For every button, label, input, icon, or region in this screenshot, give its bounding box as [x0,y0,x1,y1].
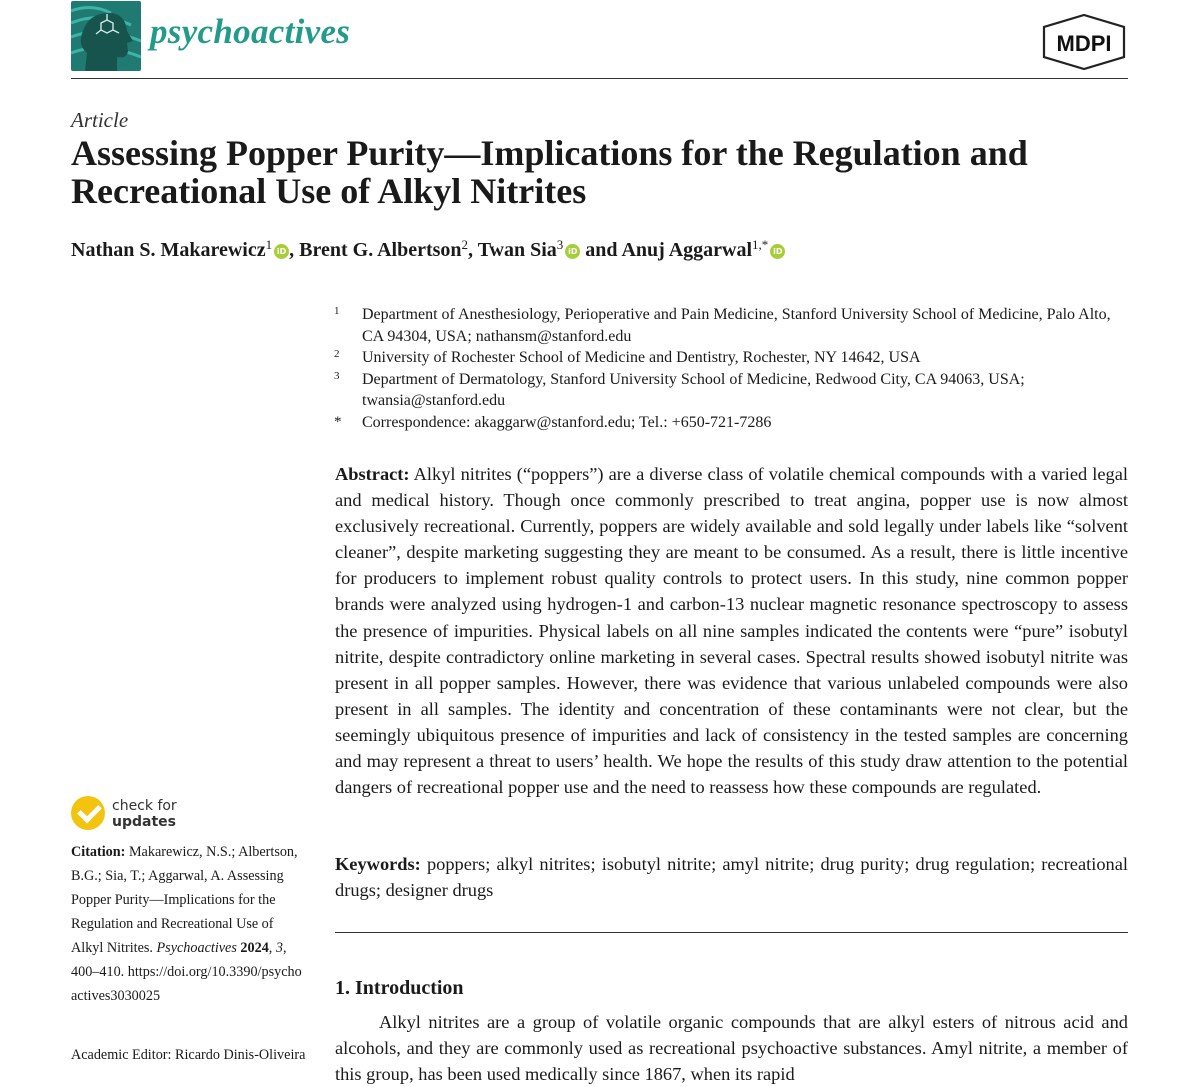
author-name: Brent G. Albertson [299,239,462,261]
citation-block: Citation: Makarewicz, N.S.; Albertson, B.G.; Sia, T.; Aggarwal, A. Assessing Popper Purity—Implications for the Regulation and Recreational Use of Alkyl Nitrites. Psychoactives 2024, 3, 400–410. https://doi.org/10.3390/psychoactives3030025 [71,844,302,1004]
author-separator: , [468,239,478,261]
orcid-icon[interactable]: iD [274,244,289,259]
citation-journal: Psychoactives [156,940,237,956]
affiliation-item [334,369,1134,412]
keywords-text: poppers; alkyl nitrites; isobutyl nitrite; amyl nitrite; drug purity; drug regulation; recreational drugs; designer drugs [335,854,1128,901]
citation-pages: , 400–410. [71,940,287,980]
author-list [71,237,785,262]
affiliation-text: Correspondence: akaggarw@stanford.edu; Tel.: +650-721-7286 [362,413,772,431]
affiliation-text: University of Rochester School of Medicine and Dentistry, Rochester, NY 14642, USA [362,349,921,366]
publisher-name: MDPI [1056,31,1112,56]
author-name: Twan Sia [477,239,557,261]
header-divider [71,78,1128,79]
introduction-text: Alkyl nitrites are a group of volatile organic compounds that are alkyl esters of nitrous acid and alcohols, and they are commonly used as recreational psychoactive substances. Amyl nitrite, a member of this group, has been used medically since 1867, when its rapid [335,1012,1128,1085]
updates-label: updates [112,814,176,830]
author-affiliation-mark: 2 [461,237,469,252]
author-name: Anuj Aggarwal [621,239,753,261]
citation-label: Citation: [71,844,126,860]
affiliation-mark: * [334,413,342,430]
affiliation-item [334,412,1134,434]
keywords-label: Keywords: [335,854,421,874]
affiliations [334,304,1134,433]
keywords [335,851,1128,903]
affiliation-item [334,304,1134,347]
author-affiliation-mark: 3 [556,237,564,252]
journal-logo [71,1,141,71]
author-name: Nathan S. Makarewicz [71,239,266,261]
abstract-label: Abstract: [335,464,410,484]
citation-doi-link[interactable]: https://doi.org/10.3390/psychoactives3030025 [71,964,302,1004]
check-for-label: check for [112,798,177,814]
academic-editor: Academic Editor: Ricardo Dinis-Oliveira [71,1047,306,1063]
author-separator: , [289,239,300,261]
affiliation-mark: 3 [334,369,340,382]
author-affiliation-mark: 1 [265,237,273,252]
orcid-icon[interactable]: iD [770,244,785,259]
abstract [335,461,1128,800]
citation-text: Makarewicz, N.S.; Albertson, B.G.; Sia, T.; Aggarwal, A. Assessing Popper Purity—Implications for the Regulation and Recreational Use of Alkyl Nitrites. [71,844,298,956]
citation-volume: 3 [275,940,283,956]
affiliation-text: Department of Anesthesiology, Perioperative and Pain Medicine, Stanford University School of Medicine, Palo Alto, CA 94304, USA; nathansm@stanford.edu [362,306,1111,345]
abstract-text: Alkyl nitrites (“poppers”) are a diverse class of volatile chemical compounds with a varied legal and medical history. Though once commonly prescribed to treat angina, popper use is now almost exclusively recreational. Currently, poppers are widely available and sold legally under labels like “solvent cleaner”, despite marketing suggesting they are meant to be consumed. As a result, there is little incentive for producers to implement robust quality controls to protect users. In this study, nine common popper brands were analyzed using hydrogen-1 and carbon-13 nuclear magnetic resonance spectroscopy to assess the presence of impurities. Physical labels on all nine samples indicated the contents were “pure” isobutyl nitrite, despite contradictory online marketing in several cases. Spectral results showed isobutyl nitrite was present in all popper samples. However, there was evidence that various unlabeled compounds were also present in all samples. The identity and concentration of these contaminants were not clear, but the seemingly ubiquitous presence of impurities and lack of consistency in the tested samples are concerning and may represent a threat to users’ health. We hope the results of this study draw attention to the potential dangers of recreational popper use and the need to reassess how these compounds are regulated. [335,464,1128,798]
check-circle-icon [71,796,105,830]
journal-name: psychoactives [150,12,351,51]
article-title: Assessing Popper Purity—Implications for the Regulation and Recreational Use of Alkyl Nitrites [71,133,1028,211]
head-silhouette-icon [71,1,141,71]
section-heading: 1. Introduction [335,977,464,999]
mdpi-logo [1040,14,1128,70]
citation-year: 2024 [240,940,269,956]
affiliation-mark: 1 [334,305,340,317]
article-type: Article [71,108,129,132]
orcid-icon[interactable]: iD [565,244,580,259]
affiliation-mark: 2 [334,348,340,360]
affiliation-text: Department of Dermatology, Stanford University School of Medicine, Redwood City, CA 94063, USA; twansia@stanford.edu [362,370,1025,409]
author-separator: and [580,239,622,261]
author-affiliation-mark: 1,* [752,237,769,252]
affiliation-item [334,347,1134,369]
section-divider [335,932,1128,933]
check-for-updates-button[interactable] [71,796,191,836]
